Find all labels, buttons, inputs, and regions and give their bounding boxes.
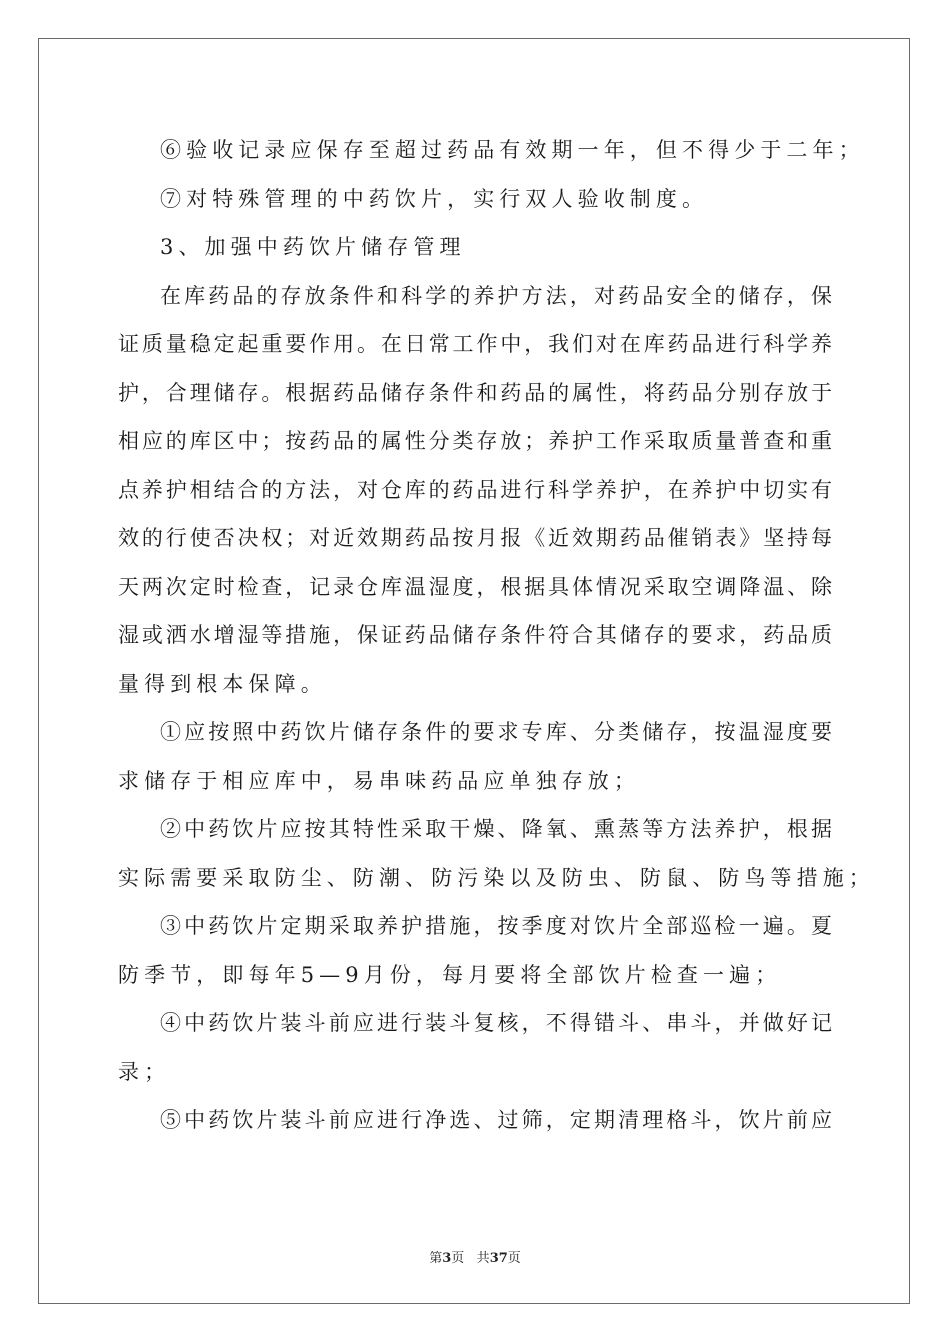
page-number: 3	[442, 1251, 452, 1266]
text-line-10: 天两次定时检查，记录仓库温湿度，根据具体情况采取空调降温、除	[118, 574, 832, 599]
text-line-11: 湿或洒水增湿等措施，保证药品储存条件符合其储存的要求，药品质	[118, 623, 832, 647]
text-line-19: ④中药饮片装斗前应进行装斗复核，不得错斗、串斗，并做好记	[160, 1011, 832, 1035]
section-heading: 3、加强中药饮片储存管理	[160, 235, 466, 259]
text-line-13: ①应按照中药饮片储存条件的要求专库、分类储存，按温湿度要	[160, 720, 832, 744]
text-line-20: 录；	[118, 1059, 171, 1084]
total-suffix: 页	[507, 1251, 521, 1266]
document-body	[118, 126, 875, 1145]
page-footer	[0, 1247, 950, 1266]
text-line-6: 护，合理储存。根据药品储存条件和药品的属性，将药品分别存放于	[118, 380, 832, 405]
text-line-12: 量得到根本保障。	[118, 671, 327, 696]
text-line-17: ③中药饮片定期采取养护措施，按季度对饮片全部巡检一遍。夏	[160, 914, 832, 938]
total-prefix: 共	[476, 1251, 490, 1266]
page-suffix: 页	[451, 1251, 465, 1266]
text-line-1: ⑥验收记录应保存至超过药品有效期一年，但不得少于二年；	[160, 138, 865, 162]
text-line-7: 相应的库区中；按药品的属性分类存放；养护工作采取质量普查和重	[118, 429, 832, 453]
text-line-2: ⑦对特殊管理的中药饮片，实行双人验收制度。	[160, 186, 709, 211]
text-line-4: 在库药品的存放条件和科学的养护方法，对药品安全的储存，保	[160, 283, 832, 308]
total-pages: 37	[489, 1251, 508, 1266]
text-line-8: 点养护相结合的方法，对仓库的药品进行科学养护，在养护中切实有	[118, 477, 832, 502]
text-line-18: 防季节，即每年5—9月份，每月要将全部饮片检查一遍；	[118, 962, 782, 987]
text-line-15: ②中药饮片应按其特性采取干燥、降氧、熏蒸等方法养护，根据	[160, 817, 832, 841]
text-line-21: ⑤中药饮片装斗前应进行净选、过筛，定期清理格斗，饮片前应	[160, 1108, 832, 1132]
text-line-5: 证质量稳定起重要作用。在日常工作中，我们对在库药品进行科学养	[118, 332, 832, 356]
page-prefix: 第	[429, 1251, 443, 1266]
text-line-14: 求储存于相应库中，易串味药品应单独存放；	[118, 768, 640, 793]
text-line-16: 实际需要采取防尘、防潮、防污染以及防虫、防鼠、防鸟等措施；	[118, 865, 875, 890]
text-line-9: 效的行使否决权；对近效期药品按月报《近效期药品催销表》坚持每	[118, 526, 832, 550]
